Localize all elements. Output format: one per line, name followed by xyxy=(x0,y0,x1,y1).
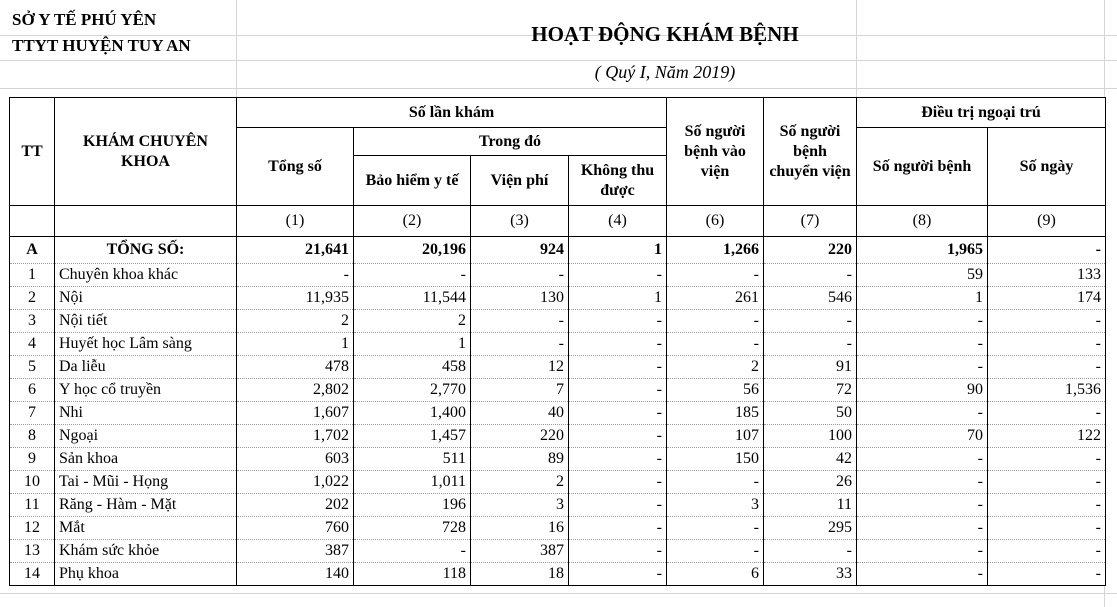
row-specialty: TỔNG SỐ: xyxy=(55,237,237,264)
row-uncollected: - xyxy=(569,333,667,356)
row-specialty: Ngoại xyxy=(55,425,237,448)
col-admitted-header: Số người bệnh vào viện xyxy=(667,98,764,206)
row-specialty: Răng - Hàm - Mặt xyxy=(55,494,237,517)
row-transferred: 11 xyxy=(764,494,857,517)
row-admitted: - xyxy=(667,310,764,333)
row-fee: 2 xyxy=(471,471,569,494)
row-fee: 130 xyxy=(471,287,569,310)
row-specialty: Khám sức khỏe xyxy=(55,540,237,563)
row-admitted: 107 xyxy=(667,425,764,448)
row-days: - xyxy=(988,402,1106,425)
row-admitted: 1,266 xyxy=(667,237,764,264)
row-patients: 59 xyxy=(857,264,988,287)
column-number-row xyxy=(10,206,1106,237)
row-tt: 12 xyxy=(10,517,55,540)
report-period: ( Quý I, Năm 2019) xyxy=(594,62,736,82)
row-fee: - xyxy=(471,310,569,333)
row-tt: 4 xyxy=(10,333,55,356)
row-tt: 11 xyxy=(10,494,55,517)
row-uncollected: - xyxy=(569,264,667,287)
row-fee: 18 xyxy=(471,563,569,586)
row-uncollected: - xyxy=(569,425,667,448)
row-total: 1 xyxy=(237,333,354,356)
row-uncollected: - xyxy=(569,448,667,471)
col-patients-header: Số người bệnh xyxy=(857,128,988,206)
row-fee: 924 xyxy=(471,237,569,264)
col-outpatient-group-header: Điều trị ngoại trú xyxy=(857,98,1106,128)
row-tt: 5 xyxy=(10,356,55,379)
row-transferred: - xyxy=(764,333,857,356)
row-tt: A xyxy=(10,237,55,264)
row-transferred: 295 xyxy=(764,517,857,540)
row-fee: 40 xyxy=(471,402,569,425)
col-number: (6) xyxy=(667,206,764,237)
row-admitted: 2 xyxy=(667,356,764,379)
row-fee: 12 xyxy=(471,356,569,379)
row-admitted: 3 xyxy=(667,494,764,517)
row-days: - xyxy=(988,563,1106,586)
row-total: - xyxy=(237,264,354,287)
organization-name: SỞ Y TẾ PHÚ YÊN xyxy=(12,10,157,29)
row-fee: 220 xyxy=(471,425,569,448)
table-header xyxy=(10,98,1106,237)
row-admitted: - xyxy=(667,517,764,540)
row-uncollected: - xyxy=(569,563,667,586)
row-tt: 9 xyxy=(10,448,55,471)
col-number: (3) xyxy=(471,206,569,237)
row-patients: 1,965 xyxy=(857,237,988,264)
row-days: - xyxy=(988,237,1106,264)
row-tt: 14 xyxy=(10,563,55,586)
row-uncollected: 1 xyxy=(569,287,667,310)
row-uncollected: - xyxy=(569,494,667,517)
table-row xyxy=(10,448,1106,471)
unit-name: TTYT HUYỆN TUY AN xyxy=(12,36,191,55)
row-specialty: Da liễu xyxy=(55,356,237,379)
row-fee: 16 xyxy=(471,517,569,540)
row-admitted: - xyxy=(667,540,764,563)
row-total: 760 xyxy=(237,517,354,540)
col-number: (4) xyxy=(569,206,667,237)
row-patients: 90 xyxy=(857,379,988,402)
row-patients: - xyxy=(857,494,988,517)
row-transferred: 100 xyxy=(764,425,857,448)
row-specialty: Nhi xyxy=(55,402,237,425)
col-specialty-header: KHÁM CHUYÊN KHOA xyxy=(55,98,237,206)
row-admitted: - xyxy=(667,333,764,356)
table-row xyxy=(10,356,1106,379)
col-number: (8) xyxy=(857,206,988,237)
row-admitted: 56 xyxy=(667,379,764,402)
row-specialty: Sản khoa xyxy=(55,448,237,471)
col-number: (1) xyxy=(237,206,354,237)
row-insurance: 511 xyxy=(354,448,471,471)
row-uncollected: - xyxy=(569,471,667,494)
row-uncollected: 1 xyxy=(569,237,667,264)
table-row xyxy=(10,540,1106,563)
row-insurance: 2 xyxy=(354,310,471,333)
row-patients: - xyxy=(857,517,988,540)
row-insurance: 20,196 xyxy=(354,237,471,264)
row-tt: 1 xyxy=(10,264,55,287)
row-insurance: 2,770 xyxy=(354,379,471,402)
row-transferred: 26 xyxy=(764,471,857,494)
row-fee: 89 xyxy=(471,448,569,471)
row-patients: - xyxy=(857,471,988,494)
row-insurance: 1 xyxy=(354,333,471,356)
table-row xyxy=(10,402,1106,425)
row-tt: 13 xyxy=(10,540,55,563)
row-tt: 10 xyxy=(10,471,55,494)
row-patients: 70 xyxy=(857,425,988,448)
row-specialty: Huyết học Lâm sàng xyxy=(55,333,237,356)
row-specialty: Y học cổ truyền xyxy=(55,379,237,402)
row-total: 2,802 xyxy=(237,379,354,402)
row-tt: 2 xyxy=(10,287,55,310)
row-insurance: 196 xyxy=(354,494,471,517)
row-tt: 7 xyxy=(10,402,55,425)
exam-activity-table xyxy=(9,97,1106,586)
row-transferred: 72 xyxy=(764,379,857,402)
row-days: 122 xyxy=(988,425,1106,448)
row-specialty: Phụ khoa xyxy=(55,563,237,586)
row-specialty: Nội tiết xyxy=(55,310,237,333)
total-row xyxy=(10,237,1106,264)
row-days: - xyxy=(988,448,1106,471)
row-total: 478 xyxy=(237,356,354,379)
row-transferred: 50 xyxy=(764,402,857,425)
row-transferred: 546 xyxy=(764,287,857,310)
row-admitted: 261 xyxy=(667,287,764,310)
row-admitted: 185 xyxy=(667,402,764,425)
row-admitted: - xyxy=(667,471,764,494)
row-days: 174 xyxy=(988,287,1106,310)
row-patients: - xyxy=(857,402,988,425)
row-admitted: 6 xyxy=(667,563,764,586)
row-total: 603 xyxy=(237,448,354,471)
table-row xyxy=(10,471,1106,494)
table-row xyxy=(10,264,1106,287)
row-fee: - xyxy=(471,264,569,287)
col-fee-header: Viện phí xyxy=(471,156,569,206)
row-transferred: - xyxy=(764,540,857,563)
row-specialty: Nội xyxy=(55,287,237,310)
col-days-header: Số ngày xyxy=(988,128,1106,206)
row-patients: - xyxy=(857,563,988,586)
row-patients: - xyxy=(857,310,988,333)
row-specialty: Mắt xyxy=(55,517,237,540)
row-days: - xyxy=(988,517,1106,540)
row-insurance: 1,011 xyxy=(354,471,471,494)
row-fee: 3 xyxy=(471,494,569,517)
row-days: - xyxy=(988,494,1106,517)
row-fee: 7 xyxy=(471,379,569,402)
row-patients: - xyxy=(857,448,988,471)
row-total: 1,607 xyxy=(237,402,354,425)
row-transferred: - xyxy=(764,310,857,333)
table-row xyxy=(10,494,1106,517)
row-days: - xyxy=(988,356,1106,379)
row-specialty: Tai - Mũi - Họng xyxy=(55,471,237,494)
report-title: HOẠT ĐỘNG KHÁM BỆNH xyxy=(531,22,799,46)
row-transferred: 220 xyxy=(764,237,857,264)
row-uncollected: - xyxy=(569,517,667,540)
row-days: - xyxy=(988,471,1106,494)
row-insurance: 728 xyxy=(354,517,471,540)
col-visits-group-header: Số lần khám xyxy=(237,98,667,128)
table-row xyxy=(10,310,1106,333)
row-insurance: 1,400 xyxy=(354,402,471,425)
row-patients: - xyxy=(857,540,988,563)
row-total: 2 xyxy=(237,310,354,333)
row-days: - xyxy=(988,540,1106,563)
row-transferred: 42 xyxy=(764,448,857,471)
table-row xyxy=(10,425,1106,448)
row-insurance: 458 xyxy=(354,356,471,379)
table-row xyxy=(10,287,1106,310)
col-uncollected-header: Không thu được xyxy=(569,156,667,206)
table-row xyxy=(10,379,1106,402)
row-uncollected: - xyxy=(569,356,667,379)
row-transferred: 91 xyxy=(764,356,857,379)
col-number: (9) xyxy=(988,206,1106,237)
table-row xyxy=(10,517,1106,540)
row-insurance: - xyxy=(354,264,471,287)
col-total-header: Tổng số xyxy=(237,128,354,206)
row-uncollected: - xyxy=(569,379,667,402)
row-transferred: - xyxy=(764,264,857,287)
row-tt: 8 xyxy=(10,425,55,448)
table-body xyxy=(10,237,1106,586)
row-days: 1,536 xyxy=(988,379,1106,402)
row-fee: 387 xyxy=(471,540,569,563)
row-insurance: 1,457 xyxy=(354,425,471,448)
row-days: 133 xyxy=(988,264,1106,287)
row-total: 140 xyxy=(237,563,354,586)
row-patients: - xyxy=(857,356,988,379)
row-patients: - xyxy=(857,333,988,356)
col-insurance-header: Bảo hiểm y tế xyxy=(354,156,471,206)
col-transferred-header: Số người bệnh chuyển viện xyxy=(764,98,857,206)
row-admitted: - xyxy=(667,264,764,287)
row-uncollected: - xyxy=(569,540,667,563)
row-admitted: 150 xyxy=(667,448,764,471)
row-insurance: 11,544 xyxy=(354,287,471,310)
col-tt-header: TT xyxy=(10,98,55,206)
col-number: (2) xyxy=(354,206,471,237)
row-specialty: Chuyên khoa khác xyxy=(55,264,237,287)
col-of-which-header: Trong đó xyxy=(354,128,667,156)
row-patients: 1 xyxy=(857,287,988,310)
row-insurance: - xyxy=(354,540,471,563)
row-uncollected: - xyxy=(569,310,667,333)
row-days: - xyxy=(988,333,1106,356)
col-number: (7) xyxy=(764,206,857,237)
row-total: 387 xyxy=(237,540,354,563)
row-total: 202 xyxy=(237,494,354,517)
table-row xyxy=(10,563,1106,586)
row-tt: 6 xyxy=(10,379,55,402)
row-total: 1,022 xyxy=(237,471,354,494)
row-total: 1,702 xyxy=(237,425,354,448)
row-uncollected: - xyxy=(569,402,667,425)
row-fee: - xyxy=(471,333,569,356)
row-insurance: 118 xyxy=(354,563,471,586)
table-row xyxy=(10,333,1106,356)
row-days: - xyxy=(988,310,1106,333)
row-total: 11,935 xyxy=(237,287,354,310)
row-transferred: 33 xyxy=(764,563,857,586)
row-tt: 3 xyxy=(10,310,55,333)
row-total: 21,641 xyxy=(237,237,354,264)
